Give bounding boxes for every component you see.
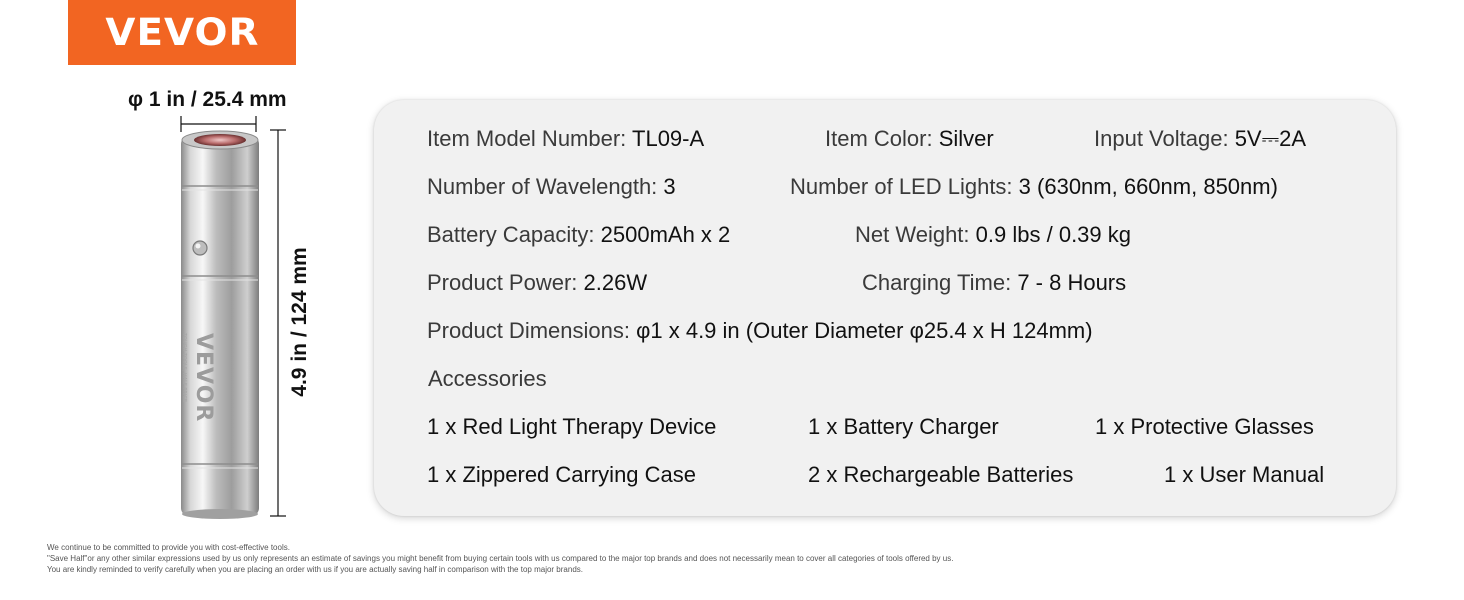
spec-value: 2500mAh x 2 (600, 222, 731, 247)
disclaimer (47, 542, 953, 575)
accessory-item: 1 x Zippered Carrying Case (427, 462, 697, 487)
spec-value: 3 (630nm, 660nm, 850nm) (1018, 174, 1278, 199)
diameter-label: φ 1 in / 25.4 mm (128, 88, 287, 111)
spec-battery-capacity (427, 222, 730, 248)
disclaimer-line: You are kindly reminded to verify carefully when you are placing an order with us if you are actually saving half in comparison with the top major brands. (47, 565, 583, 574)
spec-value: 0.9 lbs / 0.39 kg (975, 222, 1131, 247)
spec-input-voltage (1094, 126, 1306, 152)
spec-product-power (427, 270, 647, 296)
therapy-device-image (175, 128, 265, 528)
spec-value: φ1 x 4.9 in (Outer Diameter φ25.4 x H 124mm) (636, 318, 1093, 343)
brand-logo-text: VEVOR (104, 11, 260, 54)
spec-value: 2.26W (583, 270, 648, 295)
spec-value: 3 (663, 174, 676, 199)
device-lens (194, 134, 246, 146)
power-button-icon (193, 241, 207, 255)
spec-led-count (790, 174, 1278, 200)
accessory-item: 1 x Protective Glasses (1095, 414, 1314, 439)
spec-key: Product Power: (427, 270, 578, 295)
spec-key: Net Weight: (855, 222, 970, 247)
spec-key: Item Model Number: (427, 126, 627, 151)
spec-item-color (825, 126, 994, 152)
spec-key: Input Voltage: (1094, 126, 1229, 151)
spec-key: Battery Capacity: (427, 222, 595, 247)
spec-key: Item Color: (825, 126, 933, 151)
accessory-item: 1 x Red Light Therapy Device (427, 414, 717, 439)
disclaimer-line: "Save Half"or any other similar expressions used by us only represents an estimate of savings you might benefit from buying certain tools with us compared to the major top brands and does not necessarily mean to cover all categories of tools offered by us. (47, 554, 954, 563)
spec-panel (374, 100, 1396, 516)
spec-product-dimensions (427, 318, 1093, 344)
spec-value: Silver (938, 126, 994, 151)
spec-key: Number of Wavelength: (427, 174, 658, 199)
spec-key: Number of LED Lights: (790, 174, 1013, 199)
height-label: 4.9 in / 124 mm (288, 247, 311, 397)
disclaimer-line: We continue to be committed to provide you with cost-effective tools. (47, 543, 290, 552)
brand-logo (68, 0, 296, 65)
accessory-item: 2 x Rechargeable Batteries (808, 462, 1074, 487)
accessory-item: 1 x User Manual (1164, 462, 1325, 487)
spec-value: 5V⎓2A (1234, 126, 1307, 151)
spec-key: Charging Time: (862, 270, 1012, 295)
device-body (181, 136, 259, 516)
device-engraving-sub: TOUGH TOOLS, HALF PRICE (181, 333, 187, 402)
accessories-title: Accessories (428, 366, 547, 391)
spec-model-number (427, 126, 704, 152)
spec-wavelength-count (427, 174, 676, 200)
spec-value: TL09-A (632, 126, 705, 151)
spec-charging-time (862, 270, 1126, 296)
accessory-item: 1 x Battery Charger (808, 414, 999, 439)
spec-key: Product Dimensions: (427, 318, 630, 343)
spec-value: 7 - 8 Hours (1017, 270, 1127, 295)
spec-net-weight (855, 222, 1131, 248)
device-engraving: VEVOR (191, 333, 216, 423)
device-tail (182, 509, 258, 519)
